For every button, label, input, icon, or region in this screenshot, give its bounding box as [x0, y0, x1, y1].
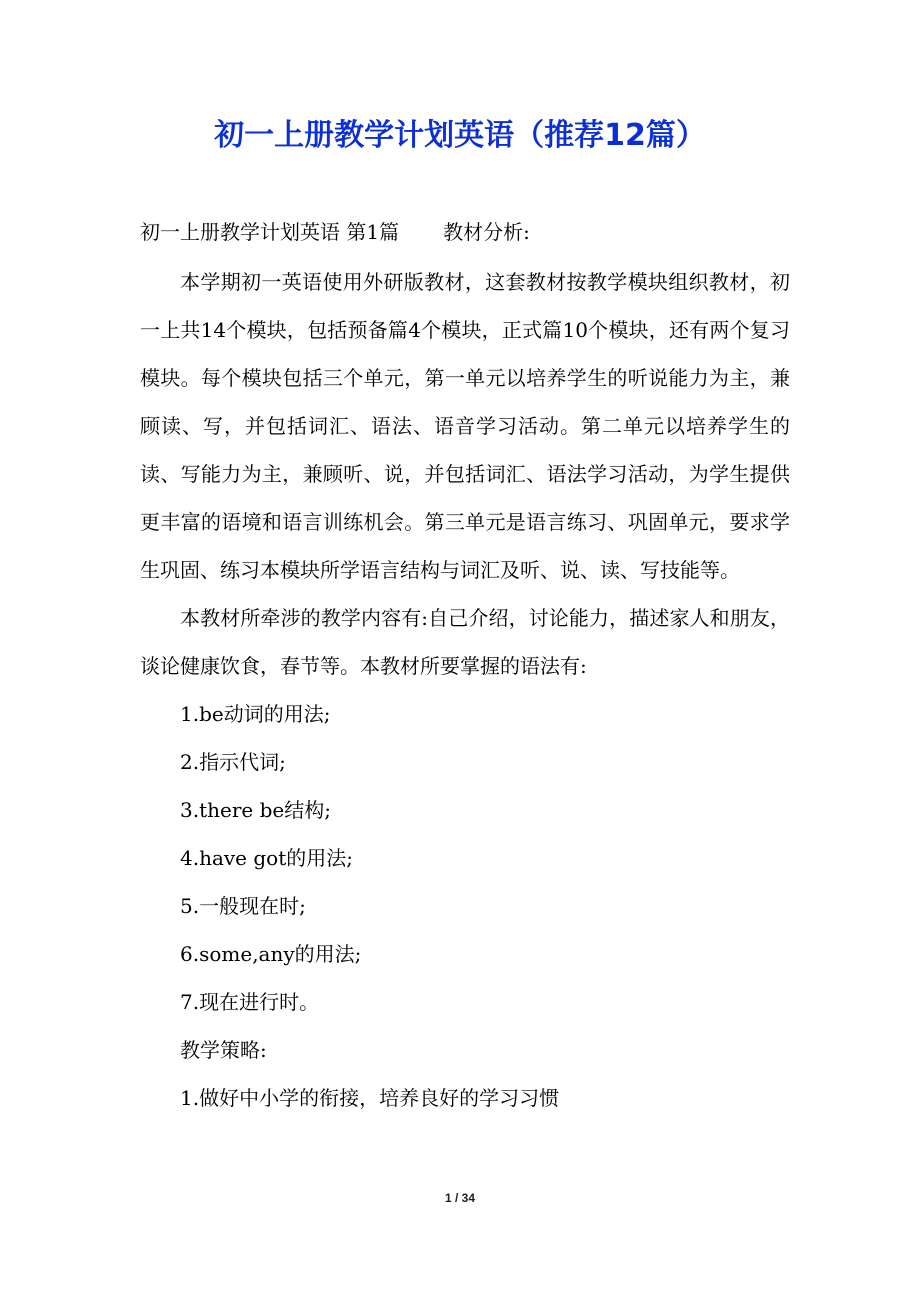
grammar-item: 2.指示代词;	[180, 750, 286, 774]
section-heading: 初一上册教学计划英语 第1篇	[140, 220, 400, 244]
grammar-item: 1.be动词的用法;	[180, 702, 331, 726]
page-number: 1 / 34	[444, 1191, 476, 1205]
strategy-item: 1.做好中小学的衔接，培养良好的学习习惯	[180, 1086, 560, 1110]
document-body	[140, 258, 790, 1122]
section-subheading: 教材分析:	[443, 220, 530, 244]
grammar-item: 5.一般现在时;	[180, 894, 306, 918]
strategy-heading: 教学策略:	[180, 1038, 267, 1062]
grammar-item: 6.some,any的用法;	[180, 942, 362, 966]
grammar-item: 7.现在进行时。	[180, 990, 320, 1014]
paragraph: 本学期初一英语使用外研版教材，这套教材按教学模块组织教材，初一上共14个模块，包括预备篇4个模块，正式篇10个模块，还有两个复习模块。每个模块包括三个单元，第一单元以培养学生的听说能力为主，兼顾读、写，并包括词汇、语法、语音学习活动。第二单元以培养学生的读、写能力为主，兼顾听、说，并包括词汇、语法学习活动，为学生提供更丰富的语境和语言训练机会。第三单元是语言练习、巩固单元，要求学生巩固、练习本模块所学语言结构与词汇及听、说、读、写技能等。	[140, 270, 790, 582]
grammar-item: 4.have got的用法;	[180, 846, 353, 870]
paragraph: 本教材所牵涉的教学内容有:自己介绍，讨论能力，描述家人和朋友，谈论健康饮食，春节等。本教材所要掌握的语法有:	[140, 606, 790, 678]
grammar-item: 3.there be结构;	[180, 798, 331, 822]
document-title: 初一上册教学计划英语（推荐12篇）	[214, 118, 706, 153]
section-heading-line	[140, 214, 800, 250]
